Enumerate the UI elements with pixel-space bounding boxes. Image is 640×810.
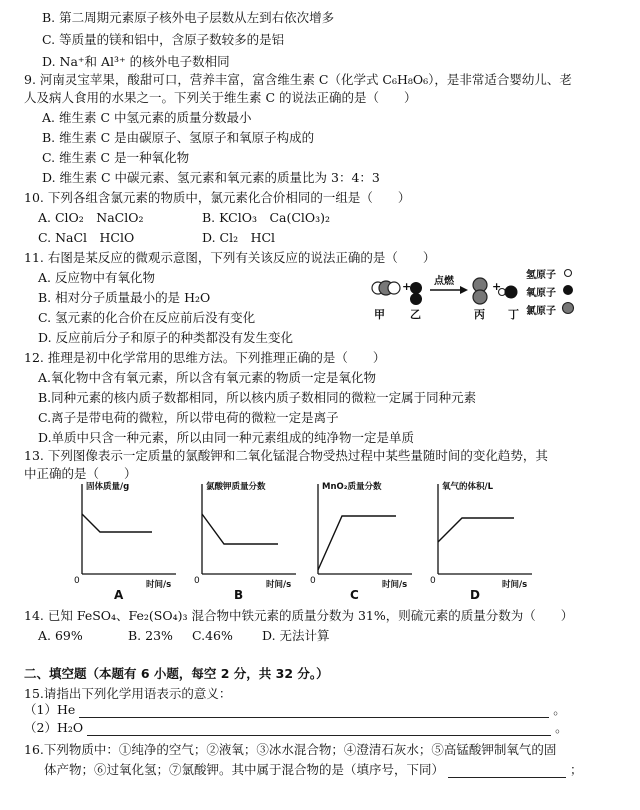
legend-cl-label: 氯原子 — [526, 306, 556, 317]
q9-stem-line2: 人及病人食用的水果之一。下列关于维生素 C 的说法正确的是（ ） — [24, 90, 417, 105]
q10-option-b: B. KClO₃ Ca(ClO₃)₂ — [202, 210, 331, 225]
legend-o-symbol — [563, 285, 573, 295]
graph-c-xlabel: 时间/s — [382, 580, 408, 590]
q15-item-1-label: （1）He — [24, 702, 76, 717]
q16-semicolon: ； — [569, 762, 583, 777]
graph-b-origin: 0 — [194, 576, 200, 586]
arrow-label-ignite: 点燃 — [434, 276, 454, 287]
q9-option-d: D. 维生素 C 中碳元素、氢元素和氧元素的质量比为 3：4：3 — [42, 170, 380, 185]
q12-option-d: D.单质中只含一种元素，所以由同一种元素组成的纯净物一定是单质 — [38, 430, 415, 445]
graph-a-curve — [82, 514, 152, 532]
q15-item-1-period: 。 — [553, 702, 566, 717]
jia-h-atom-2 — [388, 282, 400, 294]
q13-stem-line2: 中正确的是（ ） — [24, 466, 137, 481]
label-ding: 丁 — [508, 308, 519, 321]
q14-stem: 14. 已知 FeSO₄、Fe₂(SO₄)₃ 混合物中铁元素的质量分数为 31%，则硫元素的质量分数为（ ） — [24, 608, 574, 623]
q16-stem-line1: 16.下列物质中：①纯净的空气；②液氧；③冰水混合物；④澄清石灰水；⑤高锰酸钾制氧气的固 — [24, 742, 557, 757]
graph-d — [418, 478, 536, 606]
q15-item-1-blank[interactable] — [79, 703, 549, 718]
section-title-fill-in: 二、填空题（本题有 6 小题，每空 2 分，共 32 分。） — [24, 666, 329, 681]
graph-a-xlabel: 时间/s — [146, 580, 172, 590]
q16-stem-text: 体产物；⑥过氧化氢；⑦氯酸钾。其中属于混合物的是（填序号，下同） — [44, 762, 445, 777]
graph-b — [182, 478, 300, 606]
label-yi: 乙 — [410, 308, 421, 321]
reaction-arrowhead — [460, 286, 468, 294]
q16-stem-line2 — [44, 762, 583, 778]
graph-b-xlabel: 时间/s — [266, 580, 292, 590]
q11-option-c: C. 氢元素的化合价在反应前后没有变化 — [38, 310, 256, 325]
q10-option-d: D. Cl₂ HCl — [202, 230, 276, 245]
q8-option-d: D. Na⁺和 Al³⁺ 的核外电子数相同 — [42, 54, 230, 69]
graph-b-ylabel: 氯酸钾质量分数 — [206, 482, 266, 492]
legend-cl-symbol — [563, 303, 574, 314]
plus-sign: + — [402, 280, 412, 293]
q12-option-a: A.氧化物中含有氧元素，所以含有氧元素的物质一定是氧化物 — [38, 370, 377, 385]
plus-sign-2: + — [492, 280, 502, 293]
label-bing: 丙 — [474, 308, 485, 321]
q11-option-b: B. 相对分子质量最小的是 H₂O — [38, 290, 211, 305]
q13-stem-line1: 13. 下列图像表示一定质量的氯酸钾和二氧化锰混合物受热过程中某些量随时间的变化趋势，其 — [24, 448, 548, 463]
q10-option-c: C. NaCl HClO — [38, 230, 135, 245]
q14-option-a: A. 69% — [38, 628, 83, 643]
legend-o-label: 氧原子 — [526, 288, 556, 299]
q12-stem: 12. 推理是初中化学常用的思维方法。下列推理正确的是（ ） — [24, 350, 386, 365]
graph-c-origin: 0 — [310, 576, 316, 586]
bing-cl-atom-2 — [473, 290, 487, 304]
q9-option-c: C. 维生素 C 是一种氧化物 — [42, 150, 190, 165]
graph-b-curve — [202, 514, 278, 544]
graph-a-origin: 0 — [74, 576, 80, 586]
graph-c-label: C — [350, 588, 359, 602]
q11-option-a: A. 反应物中有氧化物 — [38, 270, 155, 285]
q14-option-d: D. 无法计算 — [262, 628, 330, 643]
ding-o-atom — [505, 286, 518, 299]
q11-stem: 11. 右图是某反应的微观示意图，下列有关该反应的说法正确的是（ ） — [24, 250, 436, 265]
q12-option-b: B.同种元素的核内质子数都相同，所以核内质子数相同的微粒一定属于同种元素 — [38, 390, 477, 405]
graph-c-curve — [318, 516, 396, 570]
graph-c-ylabel: MnO₂质量分数 — [322, 482, 382, 492]
label-jia: 甲 — [374, 308, 385, 321]
q8-option-b: B. 第二周期元素原子核外电子层数从左到右依次增多 — [42, 10, 335, 25]
q14-option-c: C.46% — [192, 628, 233, 643]
q15-item-1 — [24, 702, 566, 718]
graph-a — [62, 478, 180, 606]
q11-option-d: D. 反应前后分子和原子的种类都没有发生变化 — [38, 330, 294, 345]
q15-item-2 — [24, 720, 568, 736]
graph-a-ylabel: 固体质量/g — [86, 482, 130, 492]
q9-option-b: B. 维生素 C 是由碳原子、氢原子和氧原子构成的 — [42, 130, 315, 145]
q10-option-a: A. ClO₂ NaClO₂ — [38, 210, 144, 225]
graph-d-ylabel: 氧气的体积/L — [442, 482, 494, 492]
graph-d-xlabel: 时间/s — [502, 580, 528, 590]
q15-item-2-period: 。 — [555, 720, 568, 735]
q9-stem-line1: 9. 河南灵宝苹果，酸甜可口，营养丰富，富含维生素 C（化学式 C₆H₈O₆），是非常适合婴幼儿、老 — [24, 72, 572, 87]
legend-h-symbol — [565, 270, 572, 277]
graph-d-curve — [438, 518, 514, 542]
q8-option-c: C. 等质量的镁和铝中，含原子数较多的是铝 — [42, 32, 285, 47]
graph-d-label: D — [470, 588, 480, 602]
graph-d-origin: 0 — [430, 576, 436, 586]
q15-item-2-blank[interactable] — [87, 721, 551, 736]
yi-o-atom-2 — [410, 293, 422, 305]
reaction-diagram — [368, 268, 578, 324]
q16-mixture-blank[interactable] — [448, 763, 566, 778]
q12-option-c: C.离子是带电荷的微粒，所以带电荷的微粒一定是离子 — [38, 410, 339, 425]
graph-a-label: A — [114, 588, 124, 602]
q15-stem: 15.请指出下列化学用语表示的意义： — [24, 686, 232, 701]
yi-o-atom-1 — [410, 282, 422, 294]
q15-item-2-label: （2）H₂O — [24, 720, 84, 735]
legend-h-label: 氢原子 — [526, 270, 556, 281]
q14-option-b: B. 23% — [128, 628, 173, 643]
graph-b-label: B — [234, 588, 244, 602]
graph-c — [298, 478, 416, 606]
q10-stem: 10. 下列各组含氯元素的物质中，氯元素化合价相同的一组是（ ） — [24, 190, 411, 205]
q9-option-a: A. 维生素 C 中氢元素的质量分数最小 — [42, 110, 252, 125]
